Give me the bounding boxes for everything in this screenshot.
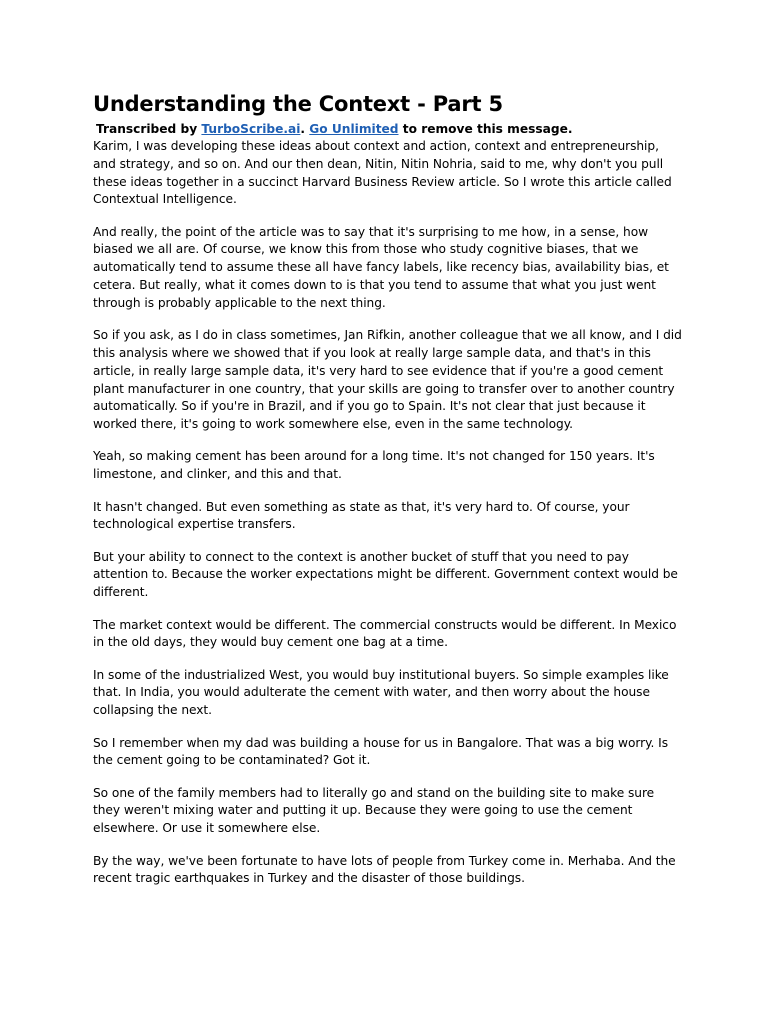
paragraph: In some of the industrialized West, you would buy institutional buyers. So simple examples like that. In India, you would adulterate the cement with water, and then worry about the house collapsing the next. xyxy=(93,667,669,718)
paragraph: So I remember when my dad was building a house for us in Bangalore. That was a big worry. Is the cement going to be contaminated? Got it. xyxy=(93,735,668,768)
notice-prefix: Transcribed by xyxy=(96,122,202,136)
document-title: Understanding the Context - Part 5 xyxy=(93,92,503,116)
paragraph: So if you ask, as I do in class sometimes, Jan Rifkin, another colleague that we all know, and I did this analysis where we showed that if you look at really large sample data, and that's in this article, in really large sample data, it's very hard to see evidence that if you're a good cement plant manufacturer in one country, that your skills are going to transfer over to another country automatically. So if you're in Brazil, and if you go to Spain. It's not clear that just because it worked there, it's going to work somewhere else, even in the same technology. xyxy=(93,328,682,432)
paragraph: But your ability to connect to the context is another bucket of stuff that you need to pay attention to. Because the worker expectations might be different. Government context would be different. xyxy=(93,549,678,600)
paragraph: So one of the family members had to literally go and stand on the building site to make sure they weren't mixing water and putting it up. Because they were going to use the cement elsewhere. Or use it somewhere else. xyxy=(93,785,655,836)
paragraph: The market context would be different. The commercial constructs would be different. In Mexico in the old days, they would buy cement one bag at a time. xyxy=(93,617,677,650)
notice-separator: . xyxy=(300,122,310,136)
notice-suffix: to remove this message. xyxy=(398,122,573,136)
turboscribe-link[interactable]: TurboScribe.ai xyxy=(201,122,301,136)
document-page xyxy=(93,88,683,903)
paragraph: By the way, we've been fortunate to have lots of people from Turkey come in. Merhaba. And the recent tragic earthquakes in Turkey and the disaster of those buildings. xyxy=(93,853,676,886)
paragraph: It hasn't changed. But even something as state as that, it's very hard to. Of course, your technological expertise transfers. xyxy=(93,499,630,532)
go-unlimited-link[interactable]: Go Unlimited xyxy=(309,122,399,136)
paragraph: Yeah, so making cement has been around for a long time. It's not changed for 150 years. It's limestone, and clinker, and this and that. xyxy=(93,449,655,482)
transcription-notice xyxy=(96,120,683,138)
paragraph: And really, the point of the article was to say that it's surprising to me how, in a sense, how biased we all are. Of course, we know this from those who study cognitive biases, that we automatically tend to assume these all have fancy labels, like recency bias, availability bias, et cetera. But really, what it comes down to is that you tend to assume that what you just went through is probably applicable to the next thing. xyxy=(93,224,669,310)
paragraph: Karim, I was developing these ideas about context and action, context and entrepreneurship, and strategy, and so on. And our then dean, Nitin, Nitin Nohria, said to me, why don't you pull these ideas together in a succinct Harvard Business Review article. So I wrote this article called Contextual Intelligence. xyxy=(93,139,672,207)
